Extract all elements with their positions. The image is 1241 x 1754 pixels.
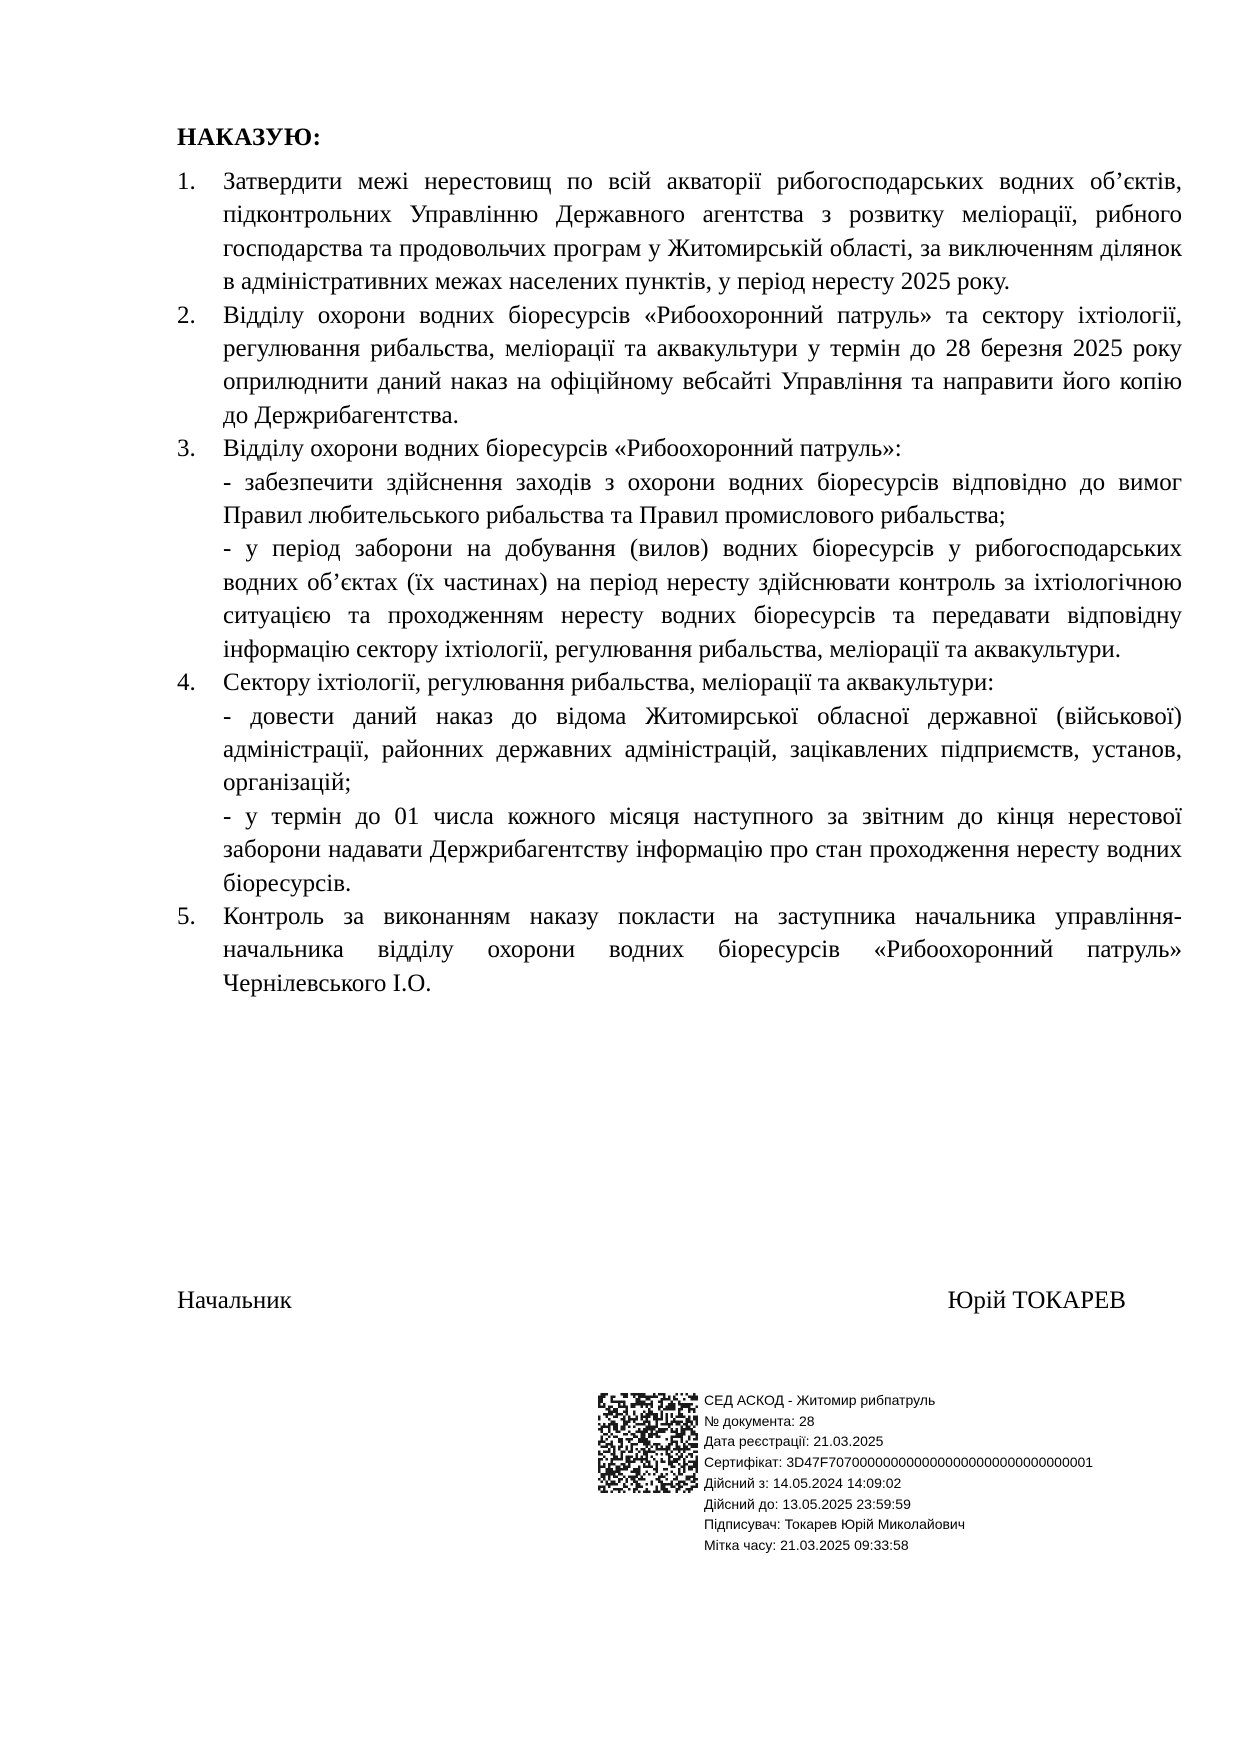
signature-block xyxy=(177,1287,1126,1321)
order-item-5 xyxy=(177,900,1182,1000)
signatory-name: Юрій ТОКАРЕВ xyxy=(947,1287,1126,1314)
stamp-details xyxy=(704,1390,1241,1556)
signatory-position: Начальник xyxy=(177,1287,292,1314)
order-subitem: - у період заборони на добування (вилов) водних біоресурсів у рибогосподарських водних об’єктах (їх частинах) на період нересту здійснювати контроль за іхтіологічною ситуацією та проходженням нересту водних біоресурсів та передавати відповідну інформацію сектору іхтіології, регулювання рибальства, меліорації та аквакультури. xyxy=(223,535,1182,663)
order-subitem: - у термін до 01 числа кожного місяця наступного за звітним до кінця нерестової заборони надавати Держрибагентству інформацію про стан проходження нересту водних біоресурсів. xyxy=(223,802,1182,897)
stamp-certificate: Сертифікат: 3D47F7070000000000000000000000000000001 xyxy=(704,1454,1094,1471)
stamp-reg-date: Дата реєстрації: 21.03.2025 xyxy=(704,1433,884,1450)
order-item-text: Відділу охорони водних біоресурсів «Рибоохоронний патруль»: xyxy=(223,435,902,463)
order-item-number: 5. xyxy=(177,902,196,930)
order-item-number: 2. xyxy=(177,301,196,329)
order-item-4 xyxy=(177,666,1182,900)
order-item-number: 3. xyxy=(177,435,196,463)
qr-code-icon xyxy=(598,1393,698,1493)
order-subitem: - забезпечити здійснення заходів з охорони водних біоресурсів відповідно до вимог Правил любительського рибальства та Правил промислового рибальства; xyxy=(223,468,1182,530)
order-item-2 xyxy=(177,299,1182,433)
order-heading: НАКАЗУЮ: xyxy=(177,124,322,151)
stamp-valid-from: Дійсний з: 14.05.2024 14:09:02 xyxy=(704,1474,902,1491)
stamp-signer: Підписувач: Токарев Юрій Миколайович xyxy=(704,1516,966,1533)
order-item-text: Контроль за виконанням наказу покласти на заступника начальника управління-начальника відділу охорони водних біоресурсів «Рибоохоронний патруль» Чернілевського І.О. xyxy=(223,902,1182,997)
order-item-number: 4. xyxy=(177,669,196,697)
stamp-valid-to: Дійсний до: 13.05.2025 23:59:59 xyxy=(704,1495,911,1512)
order-item-1 xyxy=(177,165,1182,299)
order-item-3 xyxy=(177,432,1182,666)
stamp-timestamp: Мітка часу: 21.03.2025 09:33:58 xyxy=(704,1536,909,1553)
order-item-text: Затвердити межі нерестовищ по всій акваторії рибогосподарських водних об’єктів, підконтрольних Управлінню Державного агентства з розвитку меліорації, рибного господарства та продовольчих програм у Житомирській області, за виключенням ділянок в адміністративних межах населених пунктів, у період нересту 2025 року. xyxy=(223,168,1182,296)
order-item-number: 1. xyxy=(177,168,196,195)
orders-list xyxy=(177,165,1182,1000)
stamp-system: СЕД АСКОД - Житомир рибпатруль xyxy=(704,1392,936,1408)
order-item-text: Відділу охорони водних біоресурсів «Рибоохоронний патруль» та сектору іхтіології, регулювання рибальства, меліорації та аквакультури у термін до 28 березня 2025 року оприлюднити даний наказ на офіційному вебсайті Управління та направити його копію до Держрибагентства. xyxy=(223,301,1182,429)
stamp-doc-number: № документа: 28 xyxy=(704,1412,815,1429)
order-subitem: - довести даний наказ до відома Житомирської обласної державної (військової) адміністрації, районних державних адміністрацій, зацікавлених підприємств, установ, організацій; xyxy=(223,702,1182,797)
order-item-text: Сектору іхтіології, регулювання рибальства, меліорації та аквакультури: xyxy=(223,669,995,697)
